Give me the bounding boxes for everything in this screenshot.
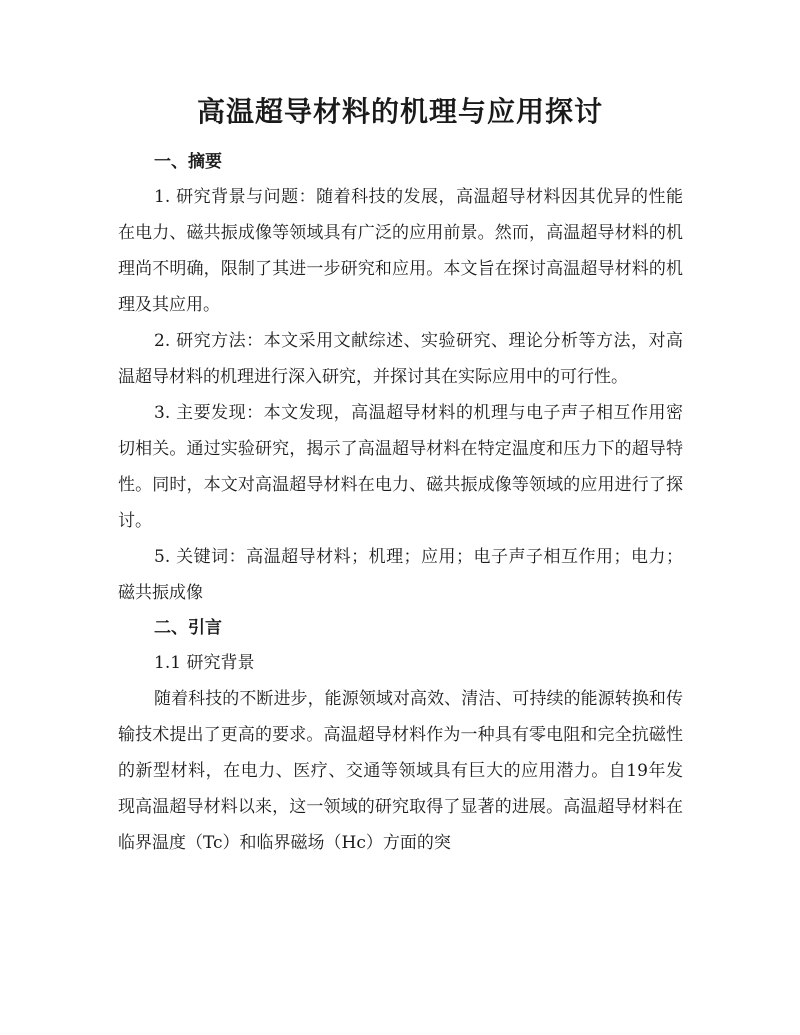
abstract-paragraph-findings: 3. 主要发现：本文发现，高温超导材料的机理与电子声子相互作用密切相关。通过实验研究，揭示了高温超导材料在特定温度和压力下的超导特性。同时，本文对高温超导材料在电力、磁共振成像等领域的应用进行了探讨。	[118, 403, 683, 531]
document-body	[118, 145, 683, 861]
intro-heading: 二、引言	[154, 618, 222, 638]
intro-subheading-background: 1.1 研究背景	[154, 653, 255, 673]
abstract-paragraph-keywords: 5. 关键词：高温超导材料；机理；应用；电子声子相互作用；电力；磁共振成像	[118, 547, 683, 603]
abstract-heading: 一、摘要	[154, 152, 222, 172]
abstract-paragraph-background: 1. 研究背景与问题：随着科技的发展，高温超导材料因其优异的性能在电力、磁共振成像等领域具有广泛的应用前景。然而，高温超导材料的机理尚不明确，限制了其进一步研究和应用。本文旨在探讨高温超导材料的机理及其应用。	[118, 187, 683, 315]
abstract-paragraph-methods: 2. 研究方法：本文采用文献综述、实验研究、理论分析等方法，对高温超导材料的机理进行深入研究，并探讨其在实际应用中的可行性。	[118, 331, 683, 387]
document-title: 高温超导材料的机理与应用探讨	[196, 95, 603, 128]
intro-paragraph: 随着科技的不断进步，能源领域对高效、清洁、可持续的能源转换和传输技术提出了更高的要求。高温超导材料作为一种具有零电阻和完全抗磁性的新型材料，在电力、医疗、交通等领域具有巨大的应用潜力。自19年发现高温超导材料以来，这一领域的研究取得了显著的进展。高温超导材料在临界温度（Tc）和临界磁场（Hc）方面的突	[118, 689, 683, 853]
